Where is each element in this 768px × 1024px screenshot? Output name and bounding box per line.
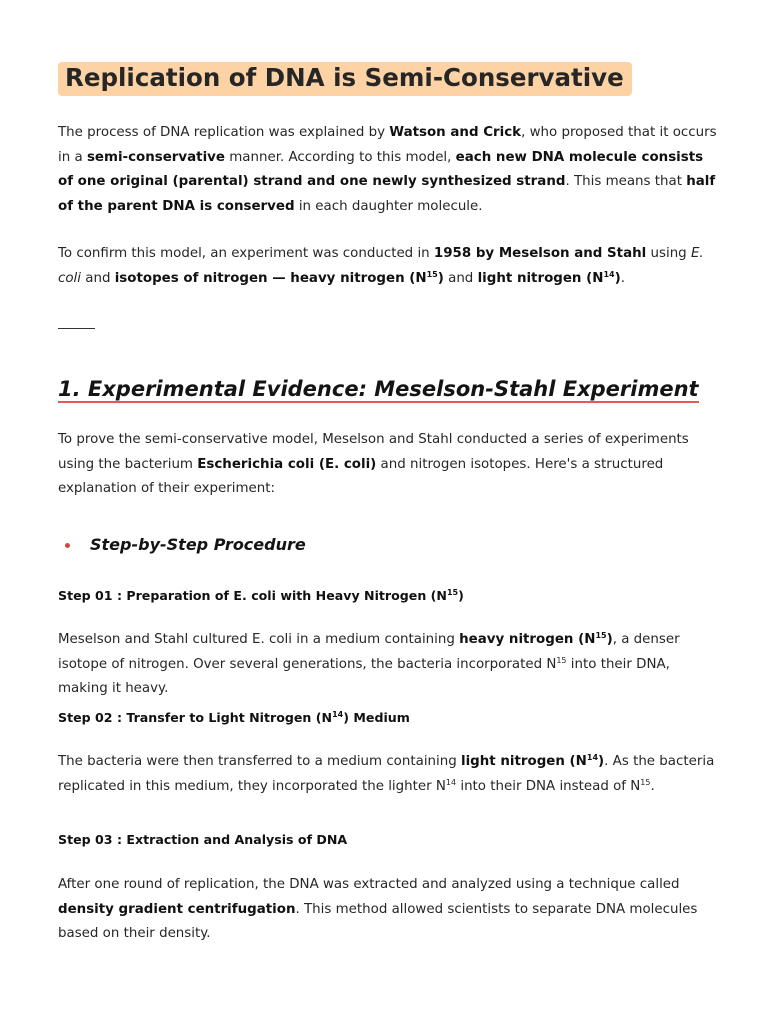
step-1-paragraph <box>58 628 718 702</box>
section-paragraph <box>58 428 718 502</box>
bold-text: density gradient centrifugation <box>58 901 296 917</box>
text: and <box>81 270 115 286</box>
bold-text: semi-conservative <box>86 149 225 165</box>
text: Step 01 : Preparation of E. coli with Heavy Nitrogen (N <box>58 588 447 603</box>
bold-text: Escherichia coli (E. coli) <box>197 456 377 472</box>
section-heading-text: 1. Experimental Evidence: Meselson-Stahl Experiment <box>58 377 699 401</box>
text: using <box>646 246 691 261</box>
italic-text: E. coli <box>58 246 704 286</box>
text: into their DNA instead of N <box>456 778 641 794</box>
text: To confirm this model, an experiment was conducted in <box>58 246 434 261</box>
bold-text: light nitrogen (N <box>461 754 587 769</box>
superscript: 15 <box>556 655 567 665</box>
intro-paragraph-1 <box>58 121 718 219</box>
bold-text: ) <box>606 632 613 647</box>
bold-text: half of the parent DNA is conserved <box>58 174 716 214</box>
intro-paragraph-2 <box>58 242 718 291</box>
bold-text: 1958 by Meselson and Stahl <box>433 246 647 261</box>
text: . <box>620 270 625 286</box>
text: . <box>650 778 655 794</box>
text: ) <box>458 588 464 603</box>
text: manner. According to this model, <box>224 149 456 165</box>
text: into their DNA, making it heavy. <box>58 656 670 696</box>
superscript: 14 <box>332 710 344 719</box>
bold-text: ) <box>598 754 605 769</box>
superscript: 14 <box>603 269 615 279</box>
step-1-heading <box>58 586 464 606</box>
text: , a denser isotope of nitrogen. Over several generations, the bacteria incorporated N <box>58 632 680 672</box>
text: ) Medium <box>343 710 410 725</box>
text: Step 03 : Extraction and Analysis of DNA <box>58 832 348 847</box>
text: in each daughter molecule. <box>294 198 483 214</box>
bold-text: Watson and Crick <box>389 125 522 140</box>
superscript: 15 <box>446 588 459 597</box>
text: Meselson and Stahl cultured E. coli in a medium containing <box>58 632 460 647</box>
text: and nitrogen isotopes. Here's a structured explanation of their experiment: <box>58 456 664 496</box>
bold-text: isotopes of nitrogen — heavy nitrogen (N <box>114 270 427 286</box>
superscript: 15 <box>640 777 651 787</box>
bullet-dot-icon <box>65 543 70 548</box>
bold-text: heavy nitrogen (N <box>459 632 596 647</box>
superscript: 14 <box>586 753 599 762</box>
bold-text: ) <box>437 270 444 286</box>
bullet-heading: Step-by-Step Procedure <box>90 535 306 554</box>
text: . This method allowed scientists to separate DNA molecules based on their density. <box>58 901 698 941</box>
bold-text: light nitrogen (N <box>477 270 604 286</box>
text: The bacteria were then transferred to a medium containing <box>58 754 461 769</box>
step-2-paragraph <box>58 750 718 799</box>
text: and <box>443 270 478 286</box>
title-container <box>58 62 632 96</box>
text: . As the bacteria replicated in this medium, they incorporated the lighter N <box>58 754 715 794</box>
page-title: Replication of DNA is Semi-Conservative <box>58 62 632 96</box>
superscript: 15 <box>595 631 607 640</box>
bullet-item <box>58 532 718 558</box>
step-3-paragraph <box>58 873 718 947</box>
text: . This means that <box>565 174 687 189</box>
text: To prove the semi-conservative model, Meselson and Stahl conducted a series of experiments using the bacterium <box>58 432 689 472</box>
text: , who proposed that it occurs in a <box>58 125 717 165</box>
text: The process of DNA replication was explained by <box>58 125 390 140</box>
section-divider <box>58 328 95 329</box>
text: Step 02 : Transfer to Light Nitrogen (N <box>58 710 333 725</box>
superscript: 15 <box>426 269 438 279</box>
bold-text: each new DNA molecule consists of one original (parental) strand and one newly synthesized strand <box>58 149 704 189</box>
superscript: 14 <box>445 777 457 787</box>
step-3-heading <box>58 830 347 850</box>
bold-text: ) <box>614 270 621 286</box>
step-2-heading <box>58 708 410 728</box>
text: After one round of replication, the DNA was extracted and analyzed using a technique called <box>58 877 680 892</box>
section-heading <box>58 374 699 404</box>
